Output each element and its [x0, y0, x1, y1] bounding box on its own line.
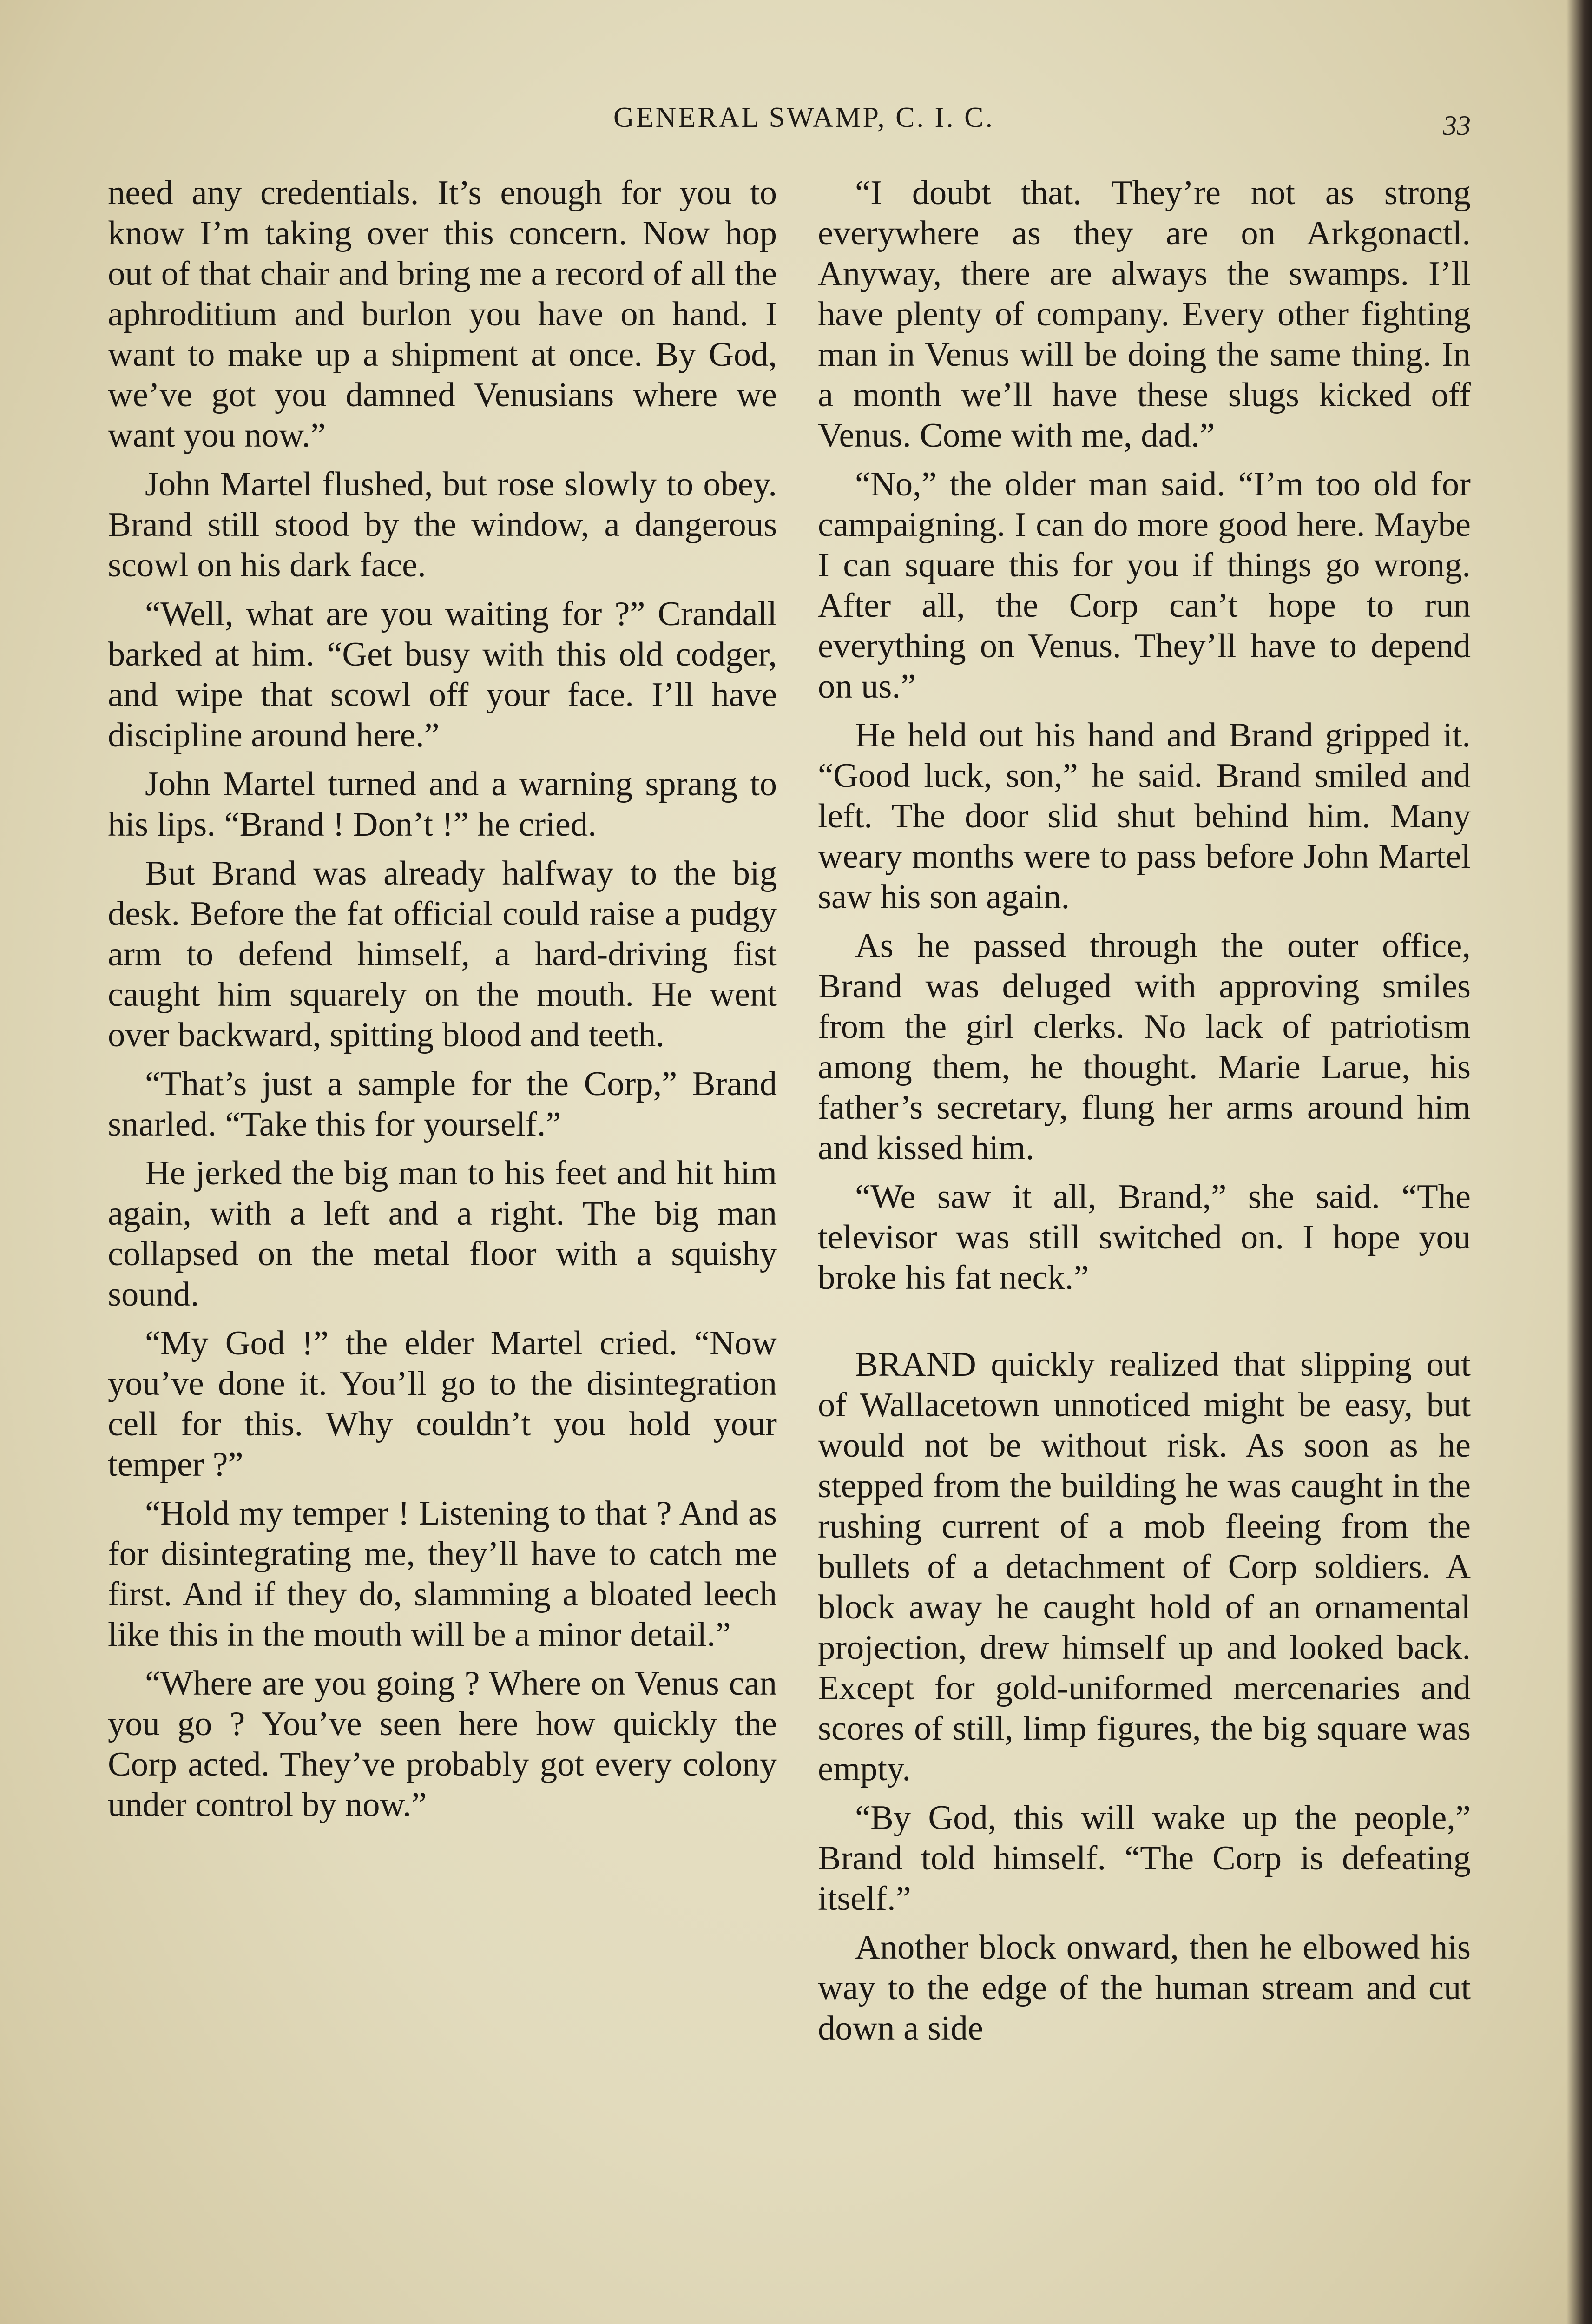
- left-text-column: [108, 173, 777, 1834]
- paragraph: John Martel flushed, but rose slowly to obey. Brand still stood by the window, a dangerous scowl on his dark face.: [108, 465, 777, 584]
- paragraph: As he passed through the outer office, Brand was deluged with approving smiles from the girl clerks. No lack of patriotism among them, he thought. Marie Larue, his father’s secretary, flung her arms around him and kissed him.: [818, 927, 1471, 1167]
- section-opening-paragraph: BRAND quickly realized that slipping out of Wallacetown unnoticed might be easy, but would not be without risk. As soon as he stepped from the building he was caught in the rushing current of a mob fleeing from the bullets of a detachment of Corp soldiers. A block away he caught hold of an ornamental projection, drew himself up and looked back. Except for gold-uniformed mercenaries and scores of still, limp figures, the big square was empty.: [818, 1346, 1471, 1788]
- paragraph: “By God, this will wake up the people,” Brand told himself. “The Corp is defeating itself.”: [818, 1799, 1471, 1918]
- paragraph: He jerked the big man to his feet and hit him again, with a left and a right. The big man collapsed on the metal floor with a squishy sound.: [108, 1154, 777, 1314]
- paragraph: “Hold my temper ! Listening to that ? And as for disintegrating me, they’ll have to catch me first. And if they do, slamming a bloated leech like this in the mouth will be a minor detail.”: [108, 1494, 777, 1654]
- paragraph: “Where are you going ? Where on Venus can you go ? You’ve seen here how quickly the Corp acted. They’ve probably got every colony under control by now.”: [108, 1664, 777, 1824]
- paragraph: Another block onward, then he elbowed his way to the edge of the human stream and cut down a side: [818, 1928, 1471, 2047]
- paragraph: “No,” the older man said. “I’m too old for campaigning. I can do more good here. Maybe I can square this for you if things go wrong. After all, the Corp can’t hope to run everything on Venus. They’ll have to depend on us.”: [818, 465, 1471, 706]
- right-text-column: [818, 173, 1471, 2057]
- paragraph: need any credentials. It’s enough for you to know I’m taking over this concern. Now hop out of that chair and bring me a record of all the aphroditium and burlon you have on hand. I want to make up a shipment at once. By God, we’ve got you damned Venusians where we want you now.”: [108, 174, 777, 455]
- paragraph: “I doubt that. They’re not as strong everywhere as they are on Arkgonactl. Anyway, there are always the swamps. I’ll have plenty of company. Every other fighting man in Venus will be doing the same thing. In a month we’ll have these slugs kicked off Venus. Come with me, dad.”: [818, 174, 1471, 455]
- paragraph: He held out his hand and Brand gripped it. “Good luck, son,” he said. Brand smiled and left. The door slid shut behind him. Many weary months were to pass before John Martel saw his son again.: [818, 716, 1471, 916]
- running-header: GENERAL SWAMP, C. I. C.: [613, 102, 994, 133]
- paragraph: “My God !” the elder Martel cried. “Now you’ve done it. You’ll go to the disintegration cell for this. Why couldn’t you hold your temper ?”: [108, 1324, 777, 1484]
- paragraph: But Brand was already halfway to the big desk. Before the fat official could raise a pudgy arm to defend himself, a hard-driving fist caught him squarely on the mouth. He went over backward, spitting blood and teeth.: [108, 854, 777, 1054]
- paragraph: “Well, what are you waiting for ?” Crandall barked at him. “Get busy with this old codger, and wipe that scowl off your face. I’ll have discipline around here.”: [108, 595, 777, 754]
- paragraph: “We saw it all, Brand,” she said. “The televisor was still switched on. I hope you broke his fat neck.”: [818, 1178, 1471, 1297]
- paragraph: John Martel turned and a warning sprang to his lips. “Brand ! Don’t !” he cried.: [108, 765, 777, 844]
- page-edge-shadow: [1566, 0, 1592, 2324]
- page-number: 33: [1443, 110, 1471, 141]
- paragraph: “That’s just a sample for the Corp,” Brand snarled. “Take this for yourself.”: [108, 1065, 777, 1143]
